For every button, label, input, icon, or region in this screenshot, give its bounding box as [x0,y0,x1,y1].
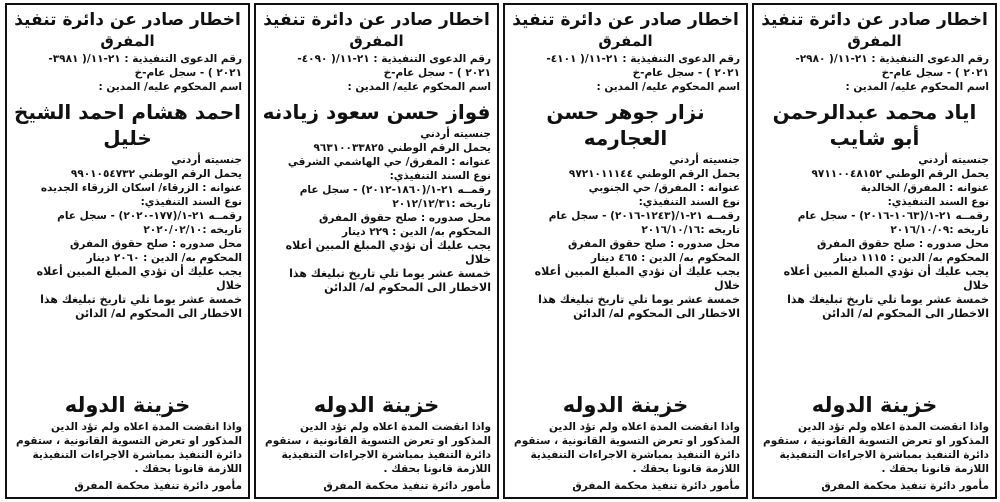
address: عنوانه : المفرق/ حي الهاشمي الشرقي [287,156,491,168]
court: محل صدوره : صلح حقوق المفرق [318,212,491,224]
warning-text: المذكور او تعرض التسوية القانونية ، ستقوم [514,435,740,447]
notice-card [503,3,748,499]
notice-footer [760,384,989,493]
national-id: يحمل الرقم الوطني ٩٧١١٠٠٤٨١٥٢ [811,168,989,180]
notice-title: اخطار صادر عن دائرة تنفيذ [761,10,988,30]
notice-title: اخطار صادر عن دائرة تنفيذ [512,10,739,30]
doc-type-label: نوع السند التنفيذي: [887,196,989,208]
address: عنوانه : الزرقاء/ اسكان الزرقاء الجديده [40,182,242,194]
notice-card [752,3,997,499]
warning-text: واذا انقضت المدة اعلاه ولم تؤد الدين [299,421,491,433]
debtor-name: اياد محمد عبدالرحمن أبو شايب [772,100,977,150]
treasury-heading: خزينة الدوله [313,393,440,417]
debtor-name: فواز حسن سعود زيادنه [262,100,491,124]
payment-notice: الاخطار الى المحكوم له/ الدائن [324,281,491,294]
payment-notice: خمسة عشر يوما تلي تاريخ تبليغك هذا [40,293,242,306]
doc-date: تاريخه :٢٠١٦/١٠/١٦ [641,224,740,236]
doc-type-label: نوع السند التنفيذي: [638,196,740,208]
case-number-line: ٢٠٢١ ) - سجل عام-خ [383,67,491,79]
court: محل صدوره : صلح حقوق المفرق [567,238,740,250]
nationality: جنسيته أردني [171,154,242,166]
doc-number: رقمــه ٢١-١/(١٧٧-٢٠٢٠) - سجل عام [57,210,242,222]
doc-number: رقمــه ٢١-١/(١٠٦٣-٢٠١٦) - سجل عام [797,210,989,222]
case-number-line: رقم الدعوى التنفيذية : ٢١-١١/( ٤٠٩٠- [297,53,491,65]
case-number-line: رقم الدعوى التنفيذية : ٢١-١١/( ٣٩٨١- [48,53,242,65]
notice-card [254,3,499,499]
doc-date: تاريخه :٢٠٢٠/٠٢/١٠ [143,224,242,236]
warning-text: اللازمة قانونا بحقك . [134,463,242,475]
amount: المحكوم به/ الدين : ١١١٥ دينار [833,252,989,264]
notice-card [5,3,250,499]
payment-notice: يجب عليك أن تؤدي المبلغ المبين أعلاه خلال [783,265,989,292]
debtor-label: اسم المحكوم عليه/ المدين : [98,81,242,93]
national-id: يحمل الرقم الوطني ٩٩٠١٠٥٤٧٣٢ [70,168,242,180]
case-number-line: رقم الدعوى التنفيذية : ٢١-١١/( ٤١٠١- [546,53,740,65]
payment-notice: الاخطار الى المحكوم له/ الدائن [75,307,242,320]
warning-text: واذا انقضت المدة اعلاه ولم تؤد الدين [548,421,740,433]
notice-footer [13,384,242,493]
notice-title: اخطار صادر عن دائرة تنفيذ [14,10,241,30]
amount: المحكوم به/ الدين : ٤٦٥ دينار [591,252,740,264]
notice-city: المفرق [349,32,404,50]
national-id: يحمل الرقم الوطني ٩٧٢١٠١١١٤٤ [568,168,740,180]
treasury-heading: خزينة الدوله [811,393,938,417]
court: محل صدوره : صلح حقوق المفرق [816,238,989,250]
address: عنوانه : المفرق/ حي الجنوبي [588,182,740,194]
nationality: جنسيته أردني [420,128,491,140]
case-number-line: ٢٠٢١ ) - سجل عام-خ [632,67,740,79]
signature: مأمور دائرة تنفيذ محكمة المفرق [572,480,740,492]
debtor-label: اسم المحكوم عليه/ المدين : [347,81,491,93]
payment-notice: يجب عليك أن تؤدي المبلغ المبين أعلاه خلال [534,265,740,292]
amount: المحكوم به/ الدين : ٢٢٩ دينار [342,226,491,238]
address: عنوانه : المفرق/ الخالدية [860,182,989,194]
doc-date: تاريخه :٢٠١٢/١٢/٣١ [392,198,491,210]
payment-notice: يجب عليك أن تؤدي المبلغ المبين أعلاه خلال [285,239,491,266]
doc-number: رقمــه ٢١-١/(١٨٦٠-٢٠١٢) - سجل عام [299,184,491,196]
payment-notice: خمسة عشر يوما تلي تاريخ تبليغك هذا [289,267,491,280]
warning-text: اللازمة قانونا بحقك . [881,463,989,475]
warning-text: واذا انقضت المدة اعلاه ولم تؤد الدين [50,421,242,433]
payment-notice: يجب عليك أن تؤدي المبلغ المبين أعلاه خلال [36,265,242,292]
treasury-heading: خزينة الدوله [562,393,689,417]
case-number-line: ٢٠٢١ ) - سجل عام-خ [881,67,989,79]
warning-text: دائرة التنفيذ بمباشرة الاجراءات التنفيذية [32,449,242,461]
warning-text: المذكور او تعرض التسوية القانونية ، ستقوم [763,435,989,447]
debtor-name: احمد هشام احمد الشيخ خليل [13,100,242,150]
warning-text: اللازمة قانونا بحقك . [632,463,740,475]
court: محل صدوره : صلح حقوق المفرق [69,238,242,250]
signature: مأمور دائرة تنفيذ محكمة المفرق [821,480,989,492]
warning-text: دائرة التنفيذ بمباشرة الاجراءات التنفيذية [530,449,740,461]
warning-text: اللازمة قانونا بحقك . [383,463,491,475]
debtor-label: اسم المحكوم عليه/ المدين : [845,81,989,93]
signature: مأمور دائرة تنفيذ محكمة المفرق [74,480,242,492]
debtor-label: اسم المحكوم عليه/ المدين : [596,81,740,93]
payment-notice: الاخطار الى المحكوم له/ الدائن [822,307,989,320]
warning-text: دائرة التنفيذ بمباشرة الاجراءات التنفيذية [779,449,989,461]
warning-text: المذكور او تعرض التسوية القانونية ، ستقوم [265,435,491,447]
notice-footer [262,384,491,493]
warning-text: المذكور او تعرض التسوية القانونية ، ستقوم [16,435,242,447]
notice-footer [511,384,740,493]
nationality: جنسيته أردني [918,154,989,166]
doc-number: رقمــه ٢١-١/(١٢٤٣-٢٠١٦) - سجل عام [548,210,740,222]
payment-notice: خمسة عشر يوما تلي تاريخ تبليغك هذا [538,293,740,306]
case-number-line: رقم الدعوى التنفيذية : ٢١-١١/( ٢٩٨٠- [795,53,989,65]
warning-text: دائرة التنفيذ بمباشرة الاجراءات التنفيذية [281,449,491,461]
nationality: جنسيته أردني [669,154,740,166]
warning-text: واذا انقضت المدة اعلاه ولم تؤد الدين [797,421,989,433]
case-number-line: ٢٠٢١ ) - سجل عام-خ [134,67,242,79]
notice-city: المفرق [847,32,902,50]
notice-title: اخطار صادر عن دائرة تنفيذ [263,10,490,30]
doc-type-label: نوع السند التنفيذي: [389,170,491,182]
payment-notice: الاخطار الى المحكوم له/ الدائن [573,307,740,320]
signature: مأمور دائرة تنفيذ محكمة المفرق [323,480,491,492]
notice-city: المفرق [598,32,653,50]
doc-type-label: نوع السند التنفيذي: [140,196,242,208]
doc-date: تاريخه :٢٠١٦/١٠/٠٩ [890,224,989,236]
national-id: يحمل الرقم الوطني ٩٦٣١٠٠٣٣٨٢٥ [313,142,491,154]
debtor-name: نزار جوهر حسن العجارمه [546,100,705,150]
notice-city: المفرق [100,32,155,50]
payment-notice: خمسة عشر يوما تلي تاريخ تبليغك هذا [787,293,989,306]
treasury-heading: خزينة الدوله [64,393,191,417]
amount: المحكوم به/ الدين : ٢٠٦٠ دينار [86,252,242,264]
